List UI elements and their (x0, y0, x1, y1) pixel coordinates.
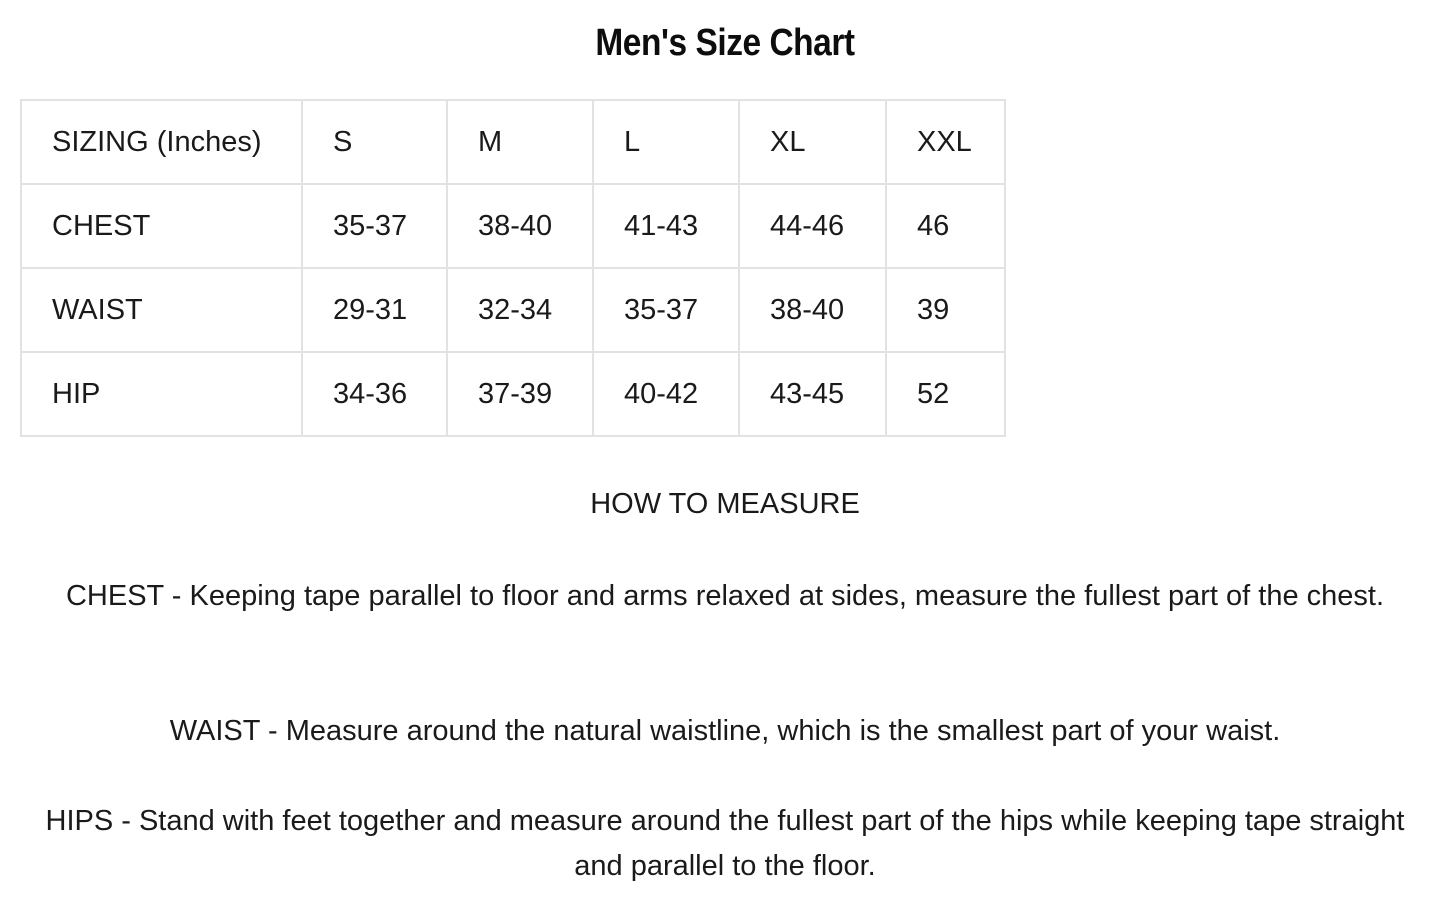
table-header-row (21, 100, 1005, 184)
cell-waist-l: 35-37 (593, 268, 739, 352)
cell-chest-xl: 44-46 (739, 184, 886, 268)
hips-instruction: HIPS - Stand with feet together and measure around the fullest part of the hips while keeping tape straight and parallel to the floor. (45, 805, 1405, 882)
header-cell-s: S (302, 100, 447, 184)
header-cell-sizing: SIZING (Inches) (21, 100, 302, 184)
size-chart-table (20, 99, 1006, 437)
cell-waist-s: 29-31 (302, 268, 447, 352)
waist-instruction: WAIST - Measure around the natural waistline, which is the smallest part of your waist. (169, 715, 1281, 747)
cell-waist-xl: 38-40 (739, 268, 886, 352)
header-cell-xxl: XXL (886, 100, 1005, 184)
how-to-measure-heading: HOW TO MEASURE (590, 488, 860, 520)
page-title: Men's Size Chart (595, 22, 855, 64)
cell-chest-l: 41-43 (593, 184, 739, 268)
header-cell-m: M (447, 100, 593, 184)
cell-hip-m: 37-39 (447, 352, 593, 436)
cell-hip-xxl: 52 (886, 352, 1005, 436)
cell-hip-l: 40-42 (593, 352, 739, 436)
chest-instruction: CHEST - Keeping tape parallel to floor and arms relaxed at sides, measure the fullest part of the chest. (65, 580, 1385, 612)
header-cell-xl: XL (739, 100, 886, 184)
row-label-chest: CHEST (21, 184, 302, 268)
cell-chest-s: 35-37 (302, 184, 447, 268)
table-row-chest (21, 184, 1005, 268)
cell-waist-m: 32-34 (447, 268, 593, 352)
table-row-waist (21, 268, 1005, 352)
row-label-waist: WAIST (21, 268, 302, 352)
cell-chest-m: 38-40 (447, 184, 593, 268)
header-cell-l: L (593, 100, 739, 184)
cell-chest-xxl: 46 (886, 184, 1005, 268)
cell-hip-s: 34-36 (302, 352, 447, 436)
cell-waist-xxl: 39 (886, 268, 1005, 352)
table-row-hip (21, 352, 1005, 436)
cell-hip-xl: 43-45 (739, 352, 886, 436)
row-label-hip: HIP (21, 352, 302, 436)
